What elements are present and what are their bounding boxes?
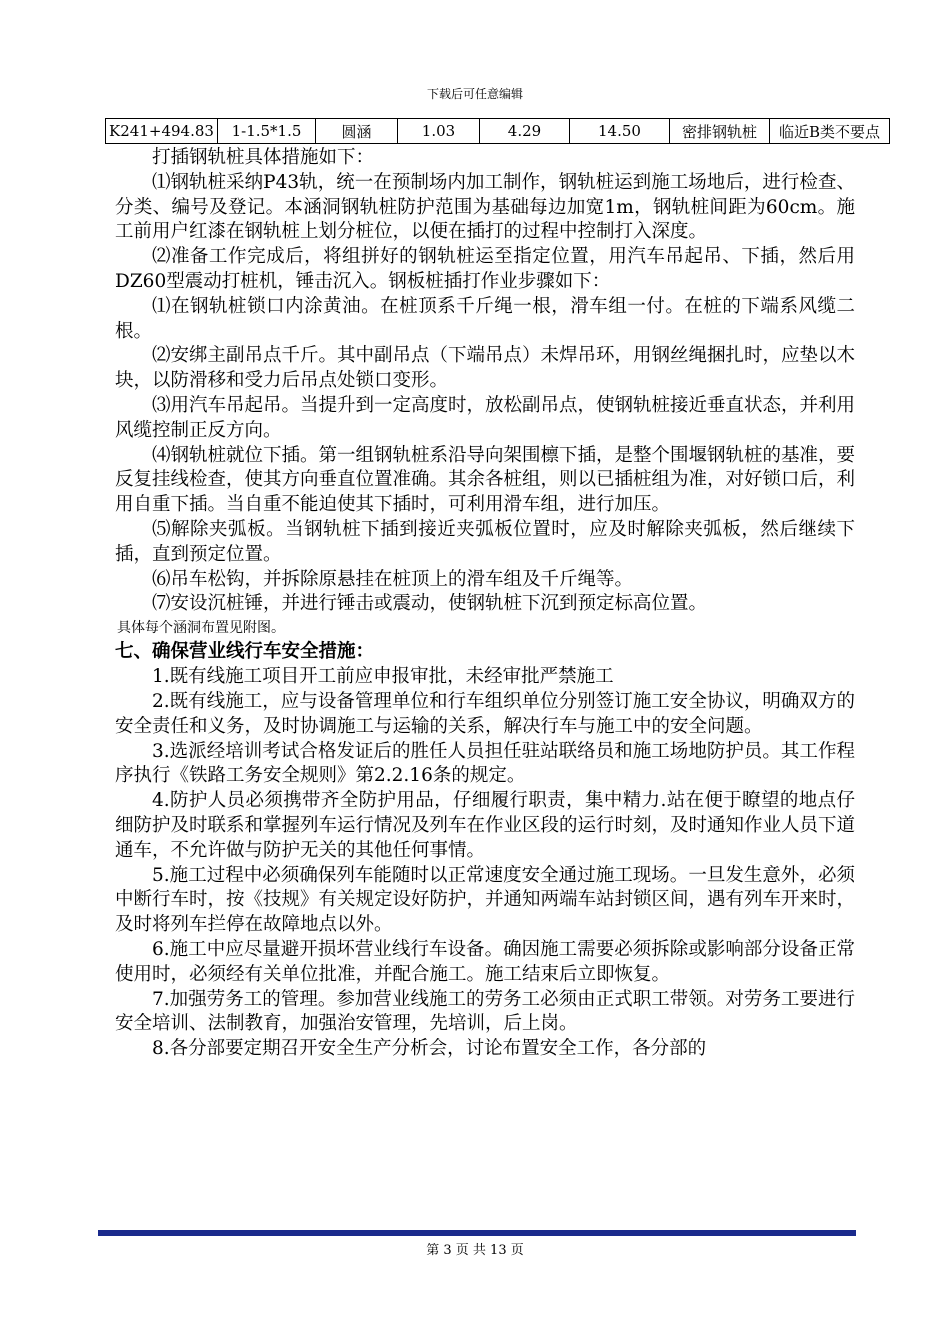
cell-span: 1-1.5*1.5 — [218, 119, 316, 144]
paragraph: ⑺安设沉桩锤，并进行锤击或震动，使钢轨桩下沉到预定标高位置。 — [152, 593, 708, 615]
paragraph: 8.各分部要定期召开安全生产分析会，讨论布置安全工作，各分部的 — [152, 1038, 707, 1060]
paragraph: ⑴在钢轨桩锁口内涂黄油。在桩顶系千斤绳一根，滑车组一付。在桩的下端系风缆二根。 — [115, 295, 855, 342]
paragraph: ⑶用汽车吊起吊。当提升到一定高度时，放松副吊点，使钢轨桩接近垂直状态，并利用风缆控制正反方向。 — [115, 394, 856, 441]
cell-value-2: 4.29 — [480, 119, 570, 144]
page-number: 第 3 页 共 13 页 — [426, 1243, 524, 1258]
footer-rule — [98, 1230, 856, 1236]
section-title: 七、确保营业线行车安全措施： — [115, 641, 375, 663]
cell-type: 圆涵 — [316, 119, 398, 144]
paragraph: ⑹吊车松钩，并拆除原悬挂在桩顶上的滑车组及千斤绳等。 — [152, 568, 634, 590]
paragraph: 打插钢轨桩具体措施如下： — [152, 147, 375, 168]
cell-value-1: 1.03 — [398, 119, 480, 144]
paragraph: ⑴钢轨桩采纳P43轨，统一在预制场内加工制作，钢轨桩运到施工场地后，进行检查、分类、编号及登记。本涵洞钢轨桩防护范围为基础每边加宽1m，钢轨桩间距为60cm。施工前用户红漆在钢轨桩上划分桩位，以便在插打的过程中控制打入深度。 — [115, 171, 855, 243]
cell-note: 临近B类不要点 — [770, 119, 890, 144]
paragraph: ⑷钢轨桩就位下插。第一组钢轨桩系沿导向架围檩下插，是整个围堰钢轨桩的基准，要反复挂线检查，使其方向垂直位置准确。其余各桩组，则以已插桩组为准，对好锁口后，利用自重下插。当自重不能迫使其下插时，可利用滑车组，进行加压。 — [115, 444, 856, 516]
paragraph: ⑵安绑主副吊点千斤。其中副吊点（下端吊点）未焊吊环，用钢丝绳捆扎时，应垫以木块，以防滑移和受力后吊点处锁口变形。 — [115, 345, 856, 392]
cell-station: K241+494.83 — [106, 119, 218, 144]
paragraph: 4.防护人员必须携带齐全防护用品，仔细履行职责，集中精力.站在便于瞭望的地点仔细防护及时联系和掌握列车运行情况及列车在作业区段的运行时刻，及时通知作业人员下道通车，不允许做与防护无关的其他任何事情。 — [115, 790, 856, 861]
page-header: 下载后可任意编辑 — [426, 87, 523, 101]
culvert-table — [105, 118, 890, 144]
paragraph: 3.选派经培训考试合格发证后的胜任人员担任驻站联络员和施工场地防护员。其工作程序执行《铁路工务安全规则》第2.2.16条的规定。 — [115, 740, 855, 787]
note-text: 具体每个涵洞布置见附图。 — [117, 620, 285, 637]
paragraph: ⑵准备工作完成后，将组拼好的钢轨桩运至指定位置，用汽车吊起吊、下插，然后用DZ60型震动打桩机，锤击沉入。钢板桩插打作业步骤如下： — [115, 246, 855, 292]
paragraph: ⑸解除夹弧板。当钢轨桩下插到接近夹弧板位置时，应及时解除夹弧板，然后继续下插，直到预定位置。 — [115, 518, 855, 565]
paragraph: 6.施工中应尽量避开损坏营业线行车设备。确因施工需要必须拆除或影响部分设备正常使用时，必须经有关单位批准，并配合施工。施工结束后立即恢复。 — [115, 938, 855, 985]
paragraph: 1.既有线施工项目开工前应申报审批，未经审批严禁施工 — [152, 666, 614, 688]
paragraph: 5.施工过程中必须确保列车能随时以正常速度安全通过施工现场。一旦发生意外，必须中断行车时，按《技规》有关规定设好防护，并通知两端车站封锁区间，遇有列车开来时，及时将列车拦停在故障地点以外。 — [115, 864, 856, 936]
cell-method: 密排钢轨桩 — [670, 119, 770, 144]
cell-value-3: 14.50 — [570, 119, 670, 144]
table-row — [106, 119, 890, 144]
paragraph: 7.加强劳务工的管理。参加营业线施工的劳务工必须由正式职工带领。对劳务工要进行安全培训、法制教育，加强治安管理，先培训，后上岗。 — [115, 988, 855, 1035]
paragraph: 2.既有线施工，应与设备管理单位和行车组织单位分别签订施工安全协议，明确双方的安全责任和义务，及时协调施工与运输的关系，解决行车与施工中的安全问题。 — [115, 690, 855, 737]
document-body — [115, 146, 855, 1062]
